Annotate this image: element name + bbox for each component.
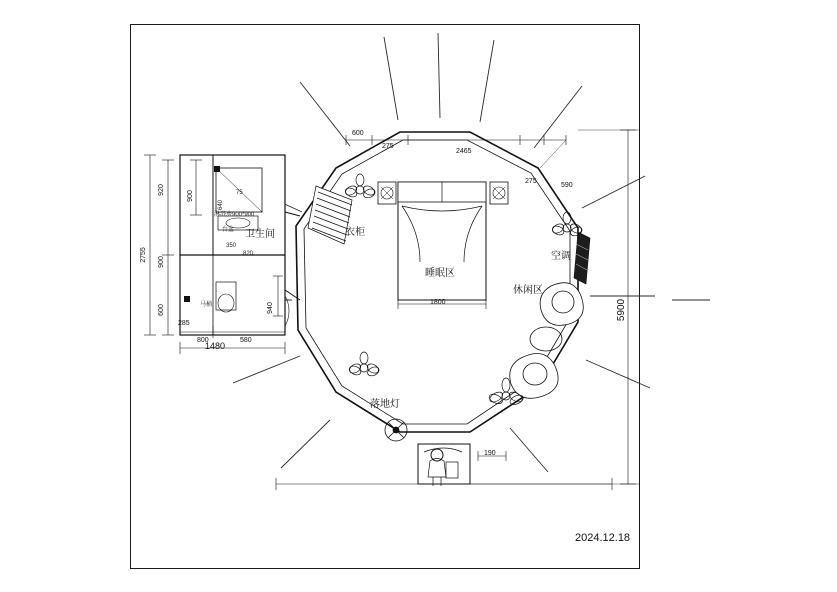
dim-bath-sub-900: 900 xyxy=(158,256,165,268)
dim-top-275: 275 xyxy=(382,143,394,150)
room-label-wardrobe: 衣柜 xyxy=(345,227,365,238)
room-label-bathroom: 卫生间 xyxy=(245,229,275,240)
dim-bed-width: 1800 xyxy=(430,299,446,306)
dim-overall-height: 5900 xyxy=(616,298,627,322)
dim-top-2465: 2465 xyxy=(456,148,472,155)
dim-bath-total-height: 2755 xyxy=(140,247,147,263)
dim-bath-sub-900b: 900 xyxy=(187,190,194,202)
room-label-sleeping-area: 睡眠区 xyxy=(425,268,455,279)
dim-top-590: 590 xyxy=(561,182,573,189)
annotation-toilet: 马桶 xyxy=(200,302,213,308)
dim-bath-inner-820: 820 xyxy=(243,251,254,257)
dim-bath-sub-800: 800 xyxy=(197,337,209,344)
annotation-shower: 淋浴房900*900 xyxy=(214,212,255,218)
room-label-floor-lamp: 落地灯 xyxy=(370,399,400,410)
dim-bath-inner-75: 75 xyxy=(236,190,243,196)
dim-left-285: 285 xyxy=(178,320,190,327)
dim-bath-inner-640: 640 xyxy=(218,199,224,211)
dim-bath-width: 1480 xyxy=(205,341,226,351)
dim-bath-sub-600: 600 xyxy=(158,304,165,316)
drawing-date: 2024.12.18 xyxy=(575,532,631,544)
dim-bath-sub-920: 920 xyxy=(158,184,165,196)
room-label-air-conditioner: 空调 xyxy=(551,251,571,262)
dim-left-940: 940 xyxy=(267,302,274,314)
dim-top-275b: 275 xyxy=(525,178,537,185)
dim-bath-inner-350: 350 xyxy=(226,243,237,249)
dim-top-600: 600 xyxy=(352,130,364,137)
annotation-basin: 台盆 xyxy=(222,227,235,233)
dim-door-mark: 190 xyxy=(484,450,496,457)
dim-bath-sub-580: 580 xyxy=(240,337,252,344)
room-label-lounge-area: 休闲区 xyxy=(513,285,543,296)
